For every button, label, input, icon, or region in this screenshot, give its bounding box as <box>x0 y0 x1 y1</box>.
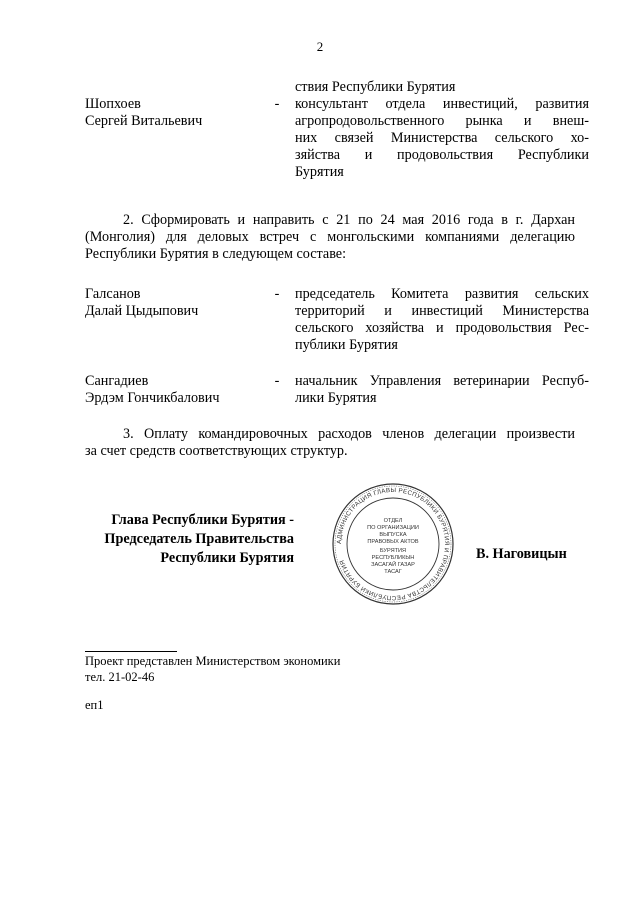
member-dash: - <box>274 96 280 112</box>
seal-inner-line: ВЫПУСКА <box>379 532 407 538</box>
paragraph-line: 2. Сформировать и направить с 21 по 24 мая 2016 года в г. Дархан <box>123 212 575 228</box>
member-entry-galsanov <box>85 286 589 356</box>
typist-mark: еп1 <box>85 698 104 712</box>
page-number: 2 <box>316 39 324 54</box>
paragraph-line: Республики Бурятия в следующем составе: <box>85 246 347 262</box>
member-dash: - <box>274 373 280 389</box>
member-role <box>295 79 589 96</box>
role-line: консультант отдела инвестиций, развития <box>295 96 589 112</box>
role-line: них связей Министерства сельского хо- <box>295 130 589 146</box>
role-line: сельского хозяйства и продовольствия Рес- <box>295 320 589 336</box>
paragraph-2 <box>85 212 575 263</box>
seal-inner-line: ТАСАГ <box>384 569 402 575</box>
member-name <box>85 373 265 407</box>
paragraph-line: 3. Оплату командировочных расходов членов делегации произвести <box>123 426 575 442</box>
member-entry-sangadiev <box>85 373 589 409</box>
footer-divider <box>85 651 177 652</box>
role-line: агропродовольственного рынка и внеш- <box>295 113 589 129</box>
signer-name: В. Наговицын <box>476 546 567 562</box>
signer-title-line: Председатель Правительства <box>104 531 294 547</box>
official-seal <box>331 482 455 606</box>
member-surname: Сангадиев <box>85 373 149 389</box>
member-role <box>295 96 589 181</box>
role-line: зяйства и продовольствия Республики <box>295 147 589 163</box>
signer-title-line: Республики Бурятия <box>160 550 294 566</box>
paragraph-line: за счет средств соответствующих структур. <box>85 443 348 459</box>
member-given-names: Сергей Витальевич <box>85 113 203 129</box>
member-name <box>85 286 265 320</box>
seal-ring-text: АДМИНИСТРАЦИЯ ГЛАВЫ РЕСПУБЛИКИ БУРЯТИЯ И ПРАВИТЕЛЬСТВА РЕСПУБЛИКИ БУРЯТИЯ <box>335 486 451 602</box>
signer-title-line: Глава Республики Бурятия - <box>111 512 294 528</box>
footer-line: Проект представлен Министерством экономики <box>85 654 341 668</box>
role-line: лики Бурятия <box>295 390 377 406</box>
member-name <box>85 96 265 130</box>
seal-inner-line: ОТДЕЛ <box>383 518 403 524</box>
seal-inner-line: РЕСПУБЛИКЫН <box>371 555 415 561</box>
seal-inner-line: ПО ОРГАНИЗАЦИИ <box>367 525 419 531</box>
role-line: ствия Республики Бурятия <box>295 79 456 95</box>
footer-line: тел. 21-02-46 <box>85 670 155 684</box>
member-entry-shopkhoev <box>85 96 589 186</box>
member-dash: - <box>274 286 280 302</box>
role-line: публики Бурятия <box>295 337 398 353</box>
member-surname: Шопхоев <box>85 96 141 112</box>
paragraph-line: (Монголия) для деловых встреч с монгольскими компаниями делегацию <box>85 229 575 245</box>
seal-inner-line: ЗАСАГАЙ ГАЗАР <box>371 562 415 568</box>
member-surname: Галсанов <box>85 286 141 302</box>
member-role <box>295 286 589 354</box>
seal-inner-line: ПРАВОВЫХ АКТОВ <box>367 539 419 545</box>
role-line: начальник Управления ветеринарии Респуб- <box>295 373 589 389</box>
seal-inner-line: БУРЯТИЯ <box>379 548 407 554</box>
member-given-names: Эрдэм Гончикбалович <box>85 390 220 406</box>
paragraph-3 <box>85 426 575 460</box>
footer-note <box>85 653 340 685</box>
member-role <box>295 373 589 407</box>
role-line: Бурятия <box>295 164 344 180</box>
role-line: председатель Комитета развития сельских <box>295 286 589 302</box>
signer-title <box>74 511 294 568</box>
member-given-names: Далай Цыдыпович <box>85 303 199 319</box>
role-line: территорий и инвестиций Министерства <box>295 303 589 319</box>
